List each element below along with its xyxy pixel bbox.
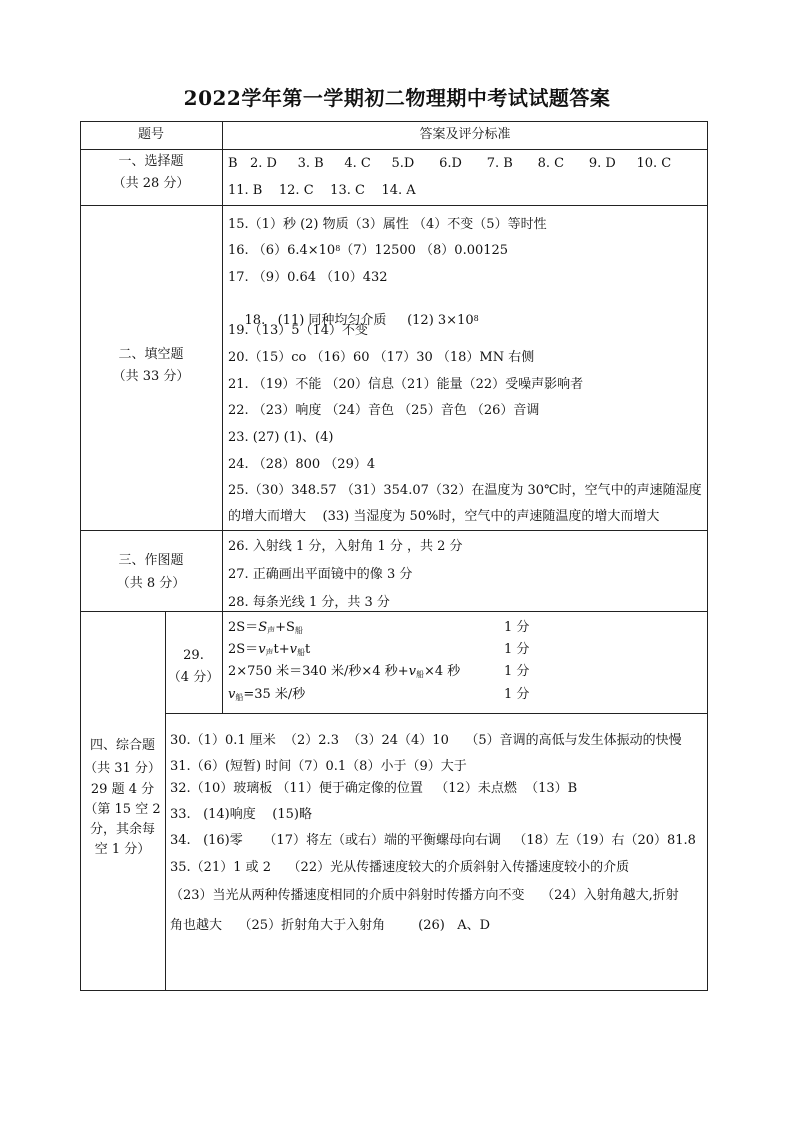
row-divider bbox=[80, 149, 708, 150]
section-label: 三、作图题 bbox=[118, 553, 184, 568]
subscript: 船 bbox=[415, 670, 424, 679]
formula-line bbox=[228, 687, 305, 704]
formula-text: 2S＝ bbox=[228, 620, 259, 635]
formula-text: t bbox=[305, 642, 311, 657]
answer-table bbox=[80, 121, 708, 991]
answer-line: 32.（10）玻璃板 （11）便于确定像的位置 （12）未点燃 （13）B bbox=[170, 781, 578, 796]
section-points: （共 31 分） bbox=[84, 761, 161, 776]
subscript: 船 bbox=[235, 693, 244, 702]
answer-line: 17. （9）0.64 （10）432 bbox=[228, 270, 388, 285]
question-points: （4 分） bbox=[167, 670, 220, 685]
question-number: 29. bbox=[183, 648, 204, 663]
section-note: 分，其余每 bbox=[89, 822, 155, 837]
table-border-bottom bbox=[80, 990, 708, 991]
formula-symbol: v bbox=[258, 642, 266, 657]
section-label: 四、综合题 bbox=[89, 738, 155, 753]
formula-line bbox=[228, 642, 310, 659]
answer-line: 27. 正确画出平面镜中的像 3 分 bbox=[228, 567, 413, 582]
score: 1 分 bbox=[504, 642, 530, 657]
subscript: 声 bbox=[267, 626, 276, 635]
formula-text: ×4 秒 bbox=[423, 664, 461, 679]
section-points: （共 33 分） bbox=[112, 369, 190, 384]
answer-line: 30.（1）0.1 厘米 （2）2.3 （3）24（4）10 （5）音调的高低与发生体振动的快慢 bbox=[170, 733, 682, 748]
formula-text: +S bbox=[275, 620, 295, 635]
answer-line: B 2. D 3. B 4. C 5.D 6.D 7. B 8. C 9. D 10. C bbox=[228, 156, 672, 171]
formula-text: 2S＝ bbox=[228, 642, 259, 657]
formula-symbol: v bbox=[289, 642, 298, 657]
row-divider bbox=[80, 611, 708, 612]
answer-line: 11. B 12. C 13. C 14. A bbox=[228, 183, 416, 198]
answer-line: 22. （23）响度 （24）音色 （25）音色 （26）音调 bbox=[228, 403, 540, 418]
section-note: 空 1 分） bbox=[94, 842, 151, 857]
subscript: 船 bbox=[297, 648, 306, 657]
column-divider bbox=[165, 611, 166, 991]
score: 1 分 bbox=[504, 687, 530, 702]
row-divider bbox=[80, 205, 708, 206]
table-border-right bbox=[707, 121, 708, 991]
section-note: 29 题 4 分 bbox=[90, 782, 155, 797]
answer-line: 23. (27) (1)、(4) bbox=[228, 430, 334, 445]
formula-symbol: v bbox=[408, 664, 416, 679]
subscript: 声 bbox=[265, 648, 274, 657]
formula-line bbox=[228, 664, 460, 681]
answer-line: 24. （28）800 （29）4 bbox=[228, 457, 376, 472]
formula-symbol: v bbox=[228, 687, 236, 702]
answer-line: 35.（21）1 或 2 （22）光从传播速度较大的介质斜射入传播速度较小的介质 bbox=[170, 860, 630, 875]
section-note: （第 15 空 2 bbox=[84, 802, 161, 817]
section-label: 二、填空题 bbox=[118, 347, 184, 362]
formula-text: t+ bbox=[273, 642, 290, 657]
formula-line bbox=[228, 620, 303, 637]
row-divider bbox=[80, 530, 708, 531]
subscript: 船 bbox=[294, 626, 303, 635]
answer-line: 25.（30）348.57 （31）354.07（32）在温度为 30℃时，空气中的声速随湿度 bbox=[228, 483, 702, 498]
answer-line: 19.（13）5（14）不变 bbox=[228, 323, 369, 338]
answer-line: （23）当光从两种传播速度相同的介质中斜射时传播方向不变 （24）入射角越大,折射 bbox=[170, 888, 679, 903]
column-divider bbox=[222, 611, 223, 713]
section-label: 一、选择题 bbox=[118, 154, 184, 169]
answer-line: 角也越大 （25）折射角大于入射角 (26) A、D bbox=[170, 918, 491, 933]
answer-text: 16. （6）6.4×10 bbox=[228, 243, 336, 258]
table-border-top bbox=[80, 121, 708, 122]
page-title: 2022学年第一学期初二物理期中考试试题答案 bbox=[183, 86, 611, 110]
answer-text: （7）12500 （8）0.00125 bbox=[340, 243, 509, 258]
answer-line: 20.（15）co （16）60 （17）30 （18）MN 右侧 bbox=[228, 350, 535, 365]
column-divider bbox=[222, 121, 223, 611]
answer-text: 18. (11) 同种均匀介质 (12) 3×10 bbox=[244, 313, 474, 328]
answer-line: 31.（6）(短暂) 时间（7）0.1（8）小于（9）大于 bbox=[170, 759, 467, 774]
answer-line: 34. (16)零 （17）将左（或右）端的平衡螺母向右调 （18）左（19）右（20）81.8 bbox=[170, 833, 696, 848]
answer-line: 15.（1）秒 (2) 物质（3）属性 （4）不变（5）等时性 bbox=[228, 217, 547, 232]
formula-text: 2×750 米＝340 米/秒×4 秒+ bbox=[228, 664, 409, 679]
answer-line: 的增大而增大 (33) 当湿度为 50%时，空气中的声速随温度的增大而增大 bbox=[228, 509, 660, 524]
formula-symbol: S bbox=[258, 620, 268, 635]
header-question-number: 题号 bbox=[137, 127, 164, 142]
section-points: （共 8 分） bbox=[116, 576, 186, 591]
formula-text: =35 米/秒 bbox=[243, 687, 306, 702]
answer-line: 33. (14)响度 (15)略 bbox=[170, 807, 312, 822]
answer-line: 28. 每条光线 1 分，共 3 分 bbox=[228, 595, 390, 610]
score: 1 分 bbox=[504, 620, 530, 635]
answer-line: 21. （19）不能 （20）信息（21）能量（22）受噪声影响者 bbox=[228, 377, 584, 392]
header-answer-standard: 答案及评分标准 bbox=[419, 127, 511, 142]
answer-line: 26. 入射线 1 分，入射角 1 分 ，共 2 分 bbox=[228, 539, 463, 554]
exponent: 8 bbox=[335, 244, 341, 253]
row-divider bbox=[165, 713, 708, 714]
exponent: 8 bbox=[473, 314, 479, 323]
answer-line bbox=[228, 243, 508, 259]
score: 1 分 bbox=[504, 664, 530, 679]
section-points: （共 28 分） bbox=[112, 176, 190, 191]
